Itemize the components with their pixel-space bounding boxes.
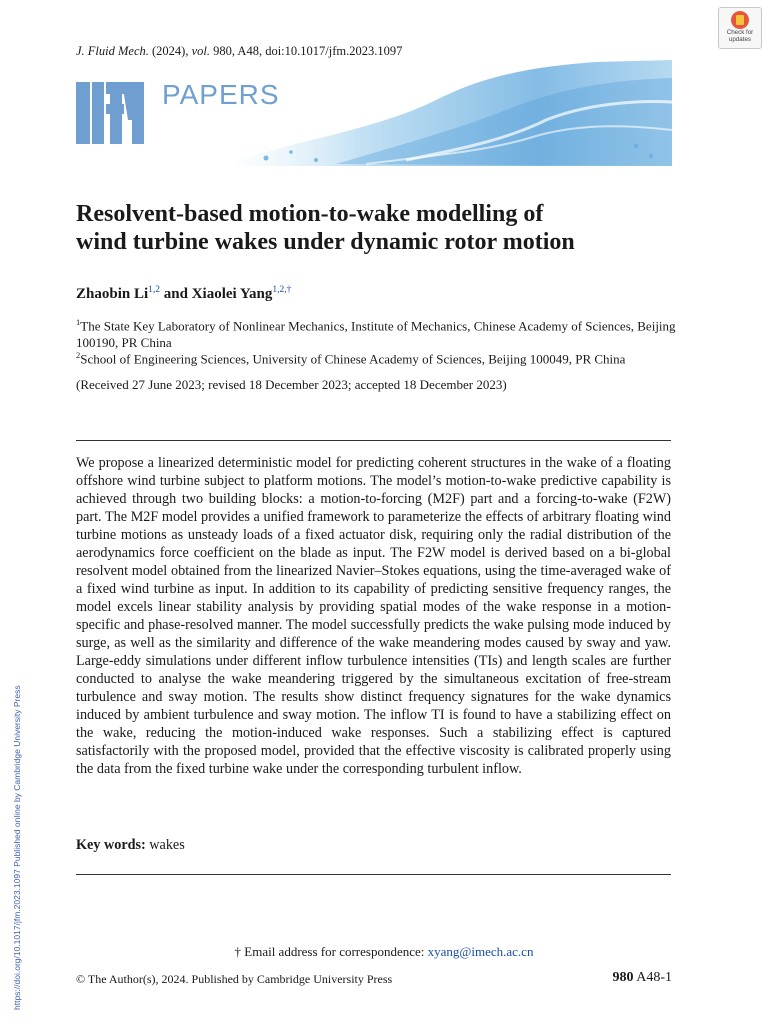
jfm-logo — [76, 82, 144, 144]
side-doi-strip — [6, 655, 26, 1015]
email-link[interactable]: xyang@imech.ac.cn — [427, 944, 534, 959]
author-2: Xiaolei Yang — [191, 286, 273, 302]
affiliation-2: $^2$School of Engineering Sciences, University of Chinese Academy of Sciences, Beijing 100049, PR China — [76, 350, 626, 367]
journal-banner — [76, 60, 672, 166]
copyright-notice: © The Author(s), 2024. Published by Cambridge University Press — [76, 972, 393, 986]
received-dates: (Received 27 June 2023; revised 18 December 2023; accepted 18 December 2023) — [76, 377, 507, 392]
author-2-affil[interactable]: 1,2,† — [272, 285, 292, 295]
keywords — [76, 837, 185, 854]
papers-label: PAPERS — [162, 79, 280, 110]
divider-top — [76, 440, 671, 441]
keywords-label: Key words: — [76, 837, 146, 853]
paper-title — [76, 200, 676, 256]
journal-name: J. Fluid Mech. — [76, 44, 149, 58]
author-and: and — [160, 286, 192, 302]
check-for-updates-button[interactable] — [718, 7, 762, 49]
journal-citation — [76, 44, 402, 59]
keyword-wakes[interactable]: wakes — [145, 837, 185, 853]
banner-graphic — [76, 60, 672, 166]
author-1: Zhaobin Li — [76, 286, 149, 302]
divider-bottom — [76, 874, 671, 875]
volume-label: vol. — [191, 44, 210, 58]
doi-text[interactable]: 980, A48, doi:10.1017/jfm.2023.1097 — [210, 44, 403, 58]
correspondence-footnote: † Email address for correspondence: xyang@imech.ac.cn — [234, 944, 534, 959]
abstract-text: We propose a linearized deterministic model for predicting coherent structures in the wake of a floating offshore wind turbine subject to platform motions. The model’s motion-to-wake predictive capability is achieved through two building blocks: a motion-to-forcing (M2F) part and a forcing-to-wake (F2W) part. The M2F model provides a unified framework to parameterize the effects of arbitrary floating wind turbine motions as unsteady loads of a fixed actuator disk, requiring only the radial distribution of the aerodynamics force coefficient on the blade as input. The F2W model is derived based on a bi-global resolvent model obtained from the linearized Navier–Stokes equations, using the time-averaged wake of a fixed wind turbine as input. In addition to its capability of predicting sensitive frequency ranges, the model excels linear stability analysis by providing spatial modes of the wake response in a motion-specific and phase-resolved manner. The model successfully predicts the wake pulsing mode induced by surge, as well as the similarity and difference of the wake meandering modes caused by sway and yaw. Large-eddy simulations under different inflow turbulence intensities (TIs) and length scales are further conducted to analyse the wake meandering triggered by the simultaneous excitation of free-stream turbulence and sway motion. The results show distinct frequency signatures for the wake dynamics induced by ambient turbulence and sway motion. The inflow TI is found to have a stabilizing effect on the wake, reducing the motion-induced wake responses. Such a stabilizing effect is captured satisfactorily with the proposed model, provided that the effective viscosity is calibrated properly using the data from the fixed turbine wake under the corresponding turbulent inflow. — [76, 455, 671, 777]
author-list — [76, 285, 291, 303]
side-doi-text[interactable]: https://doi.org/10.1017/jfm.2023.1097 Published online by Cambridge University Press — [12, 685, 22, 1010]
title-line-1: Resolvent-based motion-to-wake modelling of — [76, 201, 544, 227]
page-number — [530, 970, 672, 986]
check-for-updates-label: Check for updates — [726, 29, 754, 43]
title-line-2: wind turbine wakes under dynamic rotor motion — [76, 229, 575, 255]
check-for-updates-icon — [731, 11, 749, 29]
journal-year: (2024), — [148, 44, 192, 58]
article-number: A48-1 — [633, 970, 672, 985]
affiliation-1: $^1$The State Key Laboratory of Nonlinear Mechanics, Institute of Mechanics, Chinese Academy of Sciences, Beijing 100190, PR China — [76, 317, 676, 350]
author-1-affil[interactable]: 1,2 — [148, 285, 160, 295]
volume-number: 980 — [612, 970, 634, 985]
